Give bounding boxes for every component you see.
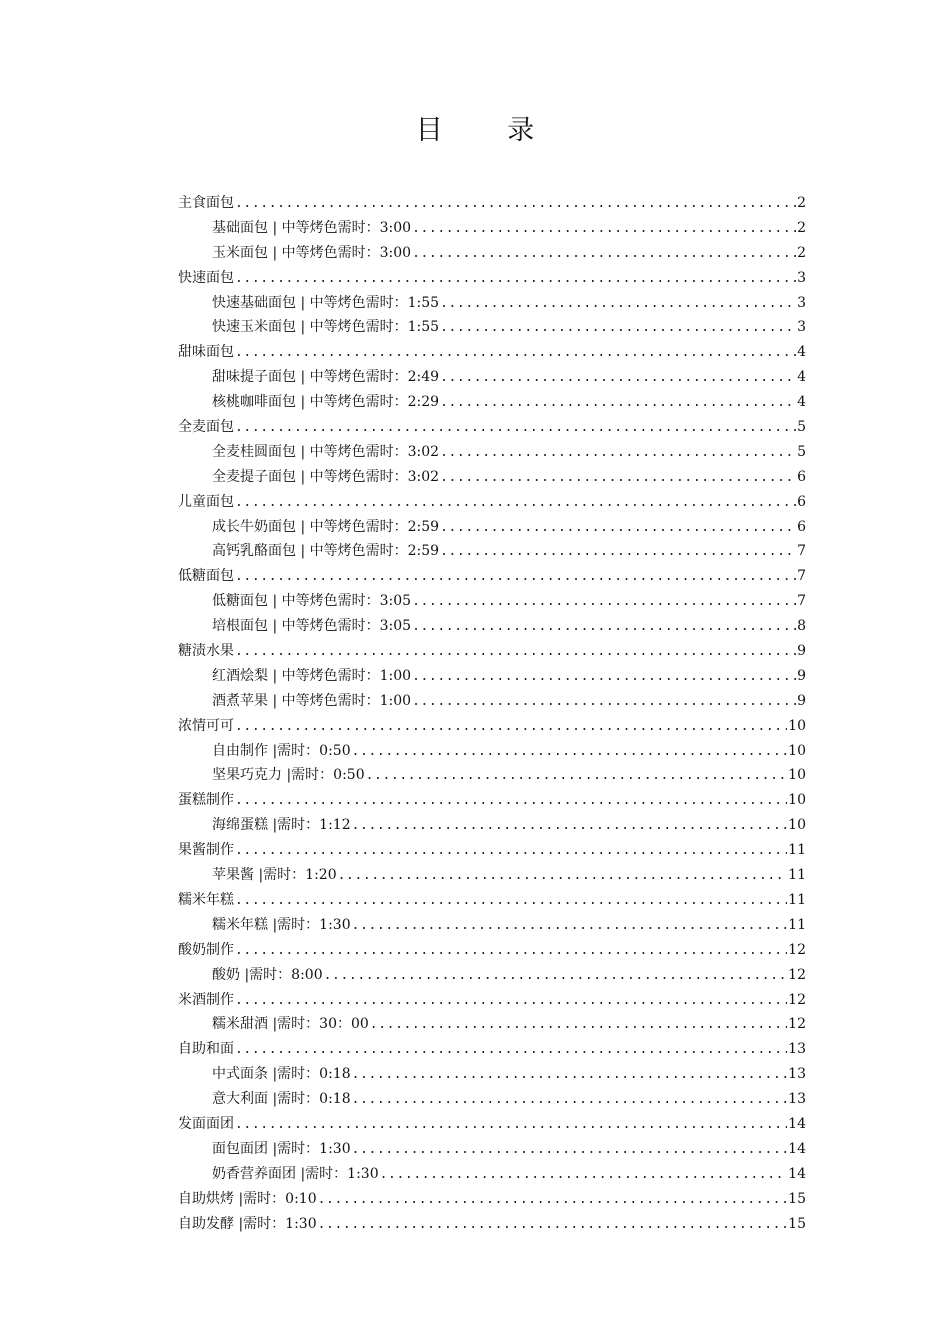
toc-entry-label: 米酒制作 — [178, 991, 234, 1008]
toc-subentry[interactable] — [178, 913, 806, 938]
toc-page-number: 6 — [797, 518, 806, 535]
toc-dot-leader — [235, 192, 796, 216]
toc-dot-leader — [412, 665, 796, 689]
toc-entry[interactable] — [178, 340, 806, 365]
toc-entry[interactable] — [178, 1187, 806, 1212]
toc-dot-leader — [440, 540, 796, 564]
toc-page-number: 3 — [797, 319, 806, 336]
toc-entry-label: 发面面团 — [178, 1115, 234, 1132]
toc-page-number: 13 — [788, 1091, 806, 1108]
toc-subentry[interactable] — [178, 1062, 806, 1087]
toc-entry-label: 酸奶制作 — [178, 941, 234, 958]
toc-entry-label: 果酱制作 — [178, 842, 234, 859]
toc-subentry[interactable] — [178, 315, 806, 340]
toc-entry-label: 快速面包 — [178, 269, 234, 286]
toc-entry-label: 奶香营养面团 |需时：1:30 — [212, 1165, 379, 1182]
toc-entry-label: 糯米年糕 |需时：1:30 — [212, 916, 351, 933]
toc-page-number: 10 — [788, 817, 806, 834]
toc-dot-leader — [440, 466, 796, 490]
toc-page-number: 7 — [797, 568, 806, 585]
toc-entry-label: 苹果酱 |需时：1:20 — [212, 867, 337, 884]
toc-page-number: 2 — [797, 195, 806, 211]
toc-entry-label: 糯米甜酒 |需时：30：00 — [212, 1016, 369, 1033]
toc-dot-leader — [235, 1038, 787, 1062]
toc-entry-label: 培根面包 | 中等烤色需时：3:05 — [212, 618, 412, 635]
toc-page-number: 12 — [788, 941, 806, 958]
toc-page-number: 2 — [797, 244, 806, 261]
toc-page-number: 11 — [788, 916, 806, 933]
toc-dot-leader — [352, 1138, 788, 1162]
toc-page-number: 14 — [788, 1140, 806, 1157]
toc-page-number: 4 — [797, 394, 806, 411]
toc-dot-leader — [440, 441, 796, 465]
toc-page-number: 9 — [797, 667, 806, 684]
toc-entry-label: 海绵蛋糕 |需时：1:12 — [212, 817, 351, 834]
toc-entry-label: 核桃咖啡面包 | 中等烤色需时：2:29 — [212, 394, 440, 411]
toc-page-number: 8 — [797, 618, 806, 635]
toc-entry-label: 糯米年糕 — [178, 891, 234, 908]
toc-entry[interactable] — [178, 1212, 806, 1237]
toc-dot-leader — [235, 789, 787, 813]
toc-page-number: 12 — [788, 966, 806, 983]
toc-entry-label: 蛋糕制作 — [178, 792, 234, 809]
toc-dot-leader — [412, 590, 796, 614]
toc-page-number: 12 — [788, 991, 806, 1008]
toc-entry-label: 全麦面包 — [178, 419, 234, 436]
toc-page-number: 11 — [788, 891, 806, 908]
toc-entry[interactable] — [178, 490, 806, 515]
toc-page-number: 10 — [788, 717, 806, 734]
toc-entry-label: 糖渍水果 — [178, 643, 234, 660]
toc-entry-label: 自助烘烤 |需时：0:10 — [178, 1190, 317, 1207]
toc-dot-leader — [235, 1113, 787, 1137]
toc-dot-leader — [440, 316, 796, 340]
toc-dot-leader — [440, 391, 796, 415]
toc-entry-label: 快速玉米面包 | 中等烤色需时：1:55 — [212, 319, 440, 336]
toc-dot-leader — [318, 1213, 788, 1237]
toc-page-number: 6 — [797, 468, 806, 485]
toc-dot-leader — [440, 292, 796, 316]
toc-dot-leader — [412, 615, 796, 639]
toc-dot-leader — [352, 1063, 788, 1087]
toc-dot-leader — [352, 814, 788, 838]
toc-entry[interactable] — [178, 938, 806, 963]
toc-entry-label: 玉米面包 | 中等烤色需时：3:00 — [212, 244, 412, 261]
toc-subentry[interactable] — [178, 763, 806, 788]
toc-entry[interactable] — [178, 191, 806, 216]
toc-dot-leader — [235, 267, 796, 291]
toc-entry[interactable] — [178, 714, 806, 739]
toc-subentry[interactable] — [178, 365, 806, 390]
toc-dot-leader — [370, 1013, 787, 1037]
toc-subentry[interactable] — [178, 241, 806, 266]
toc-page-number: 5 — [797, 443, 806, 460]
toc-page-number: 10 — [788, 742, 806, 759]
toc-dot-leader — [440, 516, 796, 540]
toc-dot-leader — [235, 715, 787, 739]
toc-page-number: 13 — [788, 1066, 806, 1083]
toc-subentry[interactable] — [178, 863, 806, 888]
toc-page-number: 10 — [788, 792, 806, 809]
toc-entry-label: 自助和面 — [178, 1041, 234, 1058]
toc-entry-label: 成长牛奶面包 | 中等烤色需时：2:59 — [212, 518, 440, 535]
toc-entry-label: 甜味提子面包 | 中等烤色需时：2:49 — [212, 369, 440, 386]
toc-subentry[interactable] — [178, 1137, 806, 1162]
toc-dot-leader — [235, 565, 796, 589]
toc-subentry[interactable] — [178, 1012, 806, 1037]
toc-entry[interactable] — [178, 564, 806, 589]
toc-page-number: 9 — [797, 692, 806, 709]
toc-subentry[interactable] — [178, 689, 806, 714]
toc-entry-label: 酸奶 |需时：8:00 — [212, 966, 323, 983]
toc-dot-leader — [235, 989, 787, 1013]
toc-entry-label: 坚果巧克力 |需时：0:50 — [212, 767, 365, 784]
toc-subentry[interactable] — [178, 216, 806, 241]
toc-dot-leader — [380, 1163, 788, 1187]
toc-entry[interactable] — [178, 988, 806, 1013]
toc-entry[interactable] — [178, 415, 806, 440]
toc-subentry[interactable] — [178, 440, 806, 465]
toc-entry-label: 意大利面 |需时：0:18 — [212, 1091, 351, 1108]
toc-page-number: 9 — [797, 643, 806, 660]
toc-page-number: 7 — [797, 593, 806, 610]
toc-subentry[interactable] — [178, 739, 806, 764]
toc-entry-label: 全麦桂圆面包 | 中等烤色需时：3:02 — [212, 443, 440, 460]
toc-entry-label: 自助发酵 |需时：1:30 — [178, 1215, 317, 1232]
toc-subentry[interactable] — [178, 539, 806, 564]
page-title: 目 录 — [415, 115, 563, 146]
toc-page-number: 4 — [797, 344, 806, 361]
toc-dot-leader — [235, 939, 787, 963]
toc-page-number: 14 — [788, 1115, 806, 1132]
toc-subentry[interactable] — [178, 1087, 806, 1112]
toc-subentry[interactable] — [178, 1162, 806, 1187]
toc-page-number: 3 — [797, 294, 806, 311]
toc-entry-label: 面包面团 |需时：1:30 — [212, 1140, 351, 1157]
toc-dot-leader — [324, 964, 788, 988]
toc-page-number: 15 — [788, 1190, 806, 1207]
toc-page-number: 4 — [797, 369, 806, 386]
toc-entry[interactable] — [178, 1037, 806, 1062]
toc-entry-label: 甜味面包 — [178, 344, 234, 361]
toc-page-number: 5 — [797, 419, 806, 436]
toc-dot-leader — [412, 242, 796, 266]
toc-entry-label: 中式面条 |需时：0:18 — [212, 1066, 351, 1083]
toc-dot-leader — [412, 690, 796, 714]
toc-entry-label: 酒煮苹果 | 中等烤色需时：1:00 — [212, 692, 412, 709]
toc-entry-label: 快速基础面包 | 中等烤色需时：1:55 — [212, 294, 440, 311]
toc-subentry[interactable] — [178, 614, 806, 639]
toc-page-number: 15 — [788, 1215, 806, 1232]
toc-dot-leader — [352, 1088, 788, 1112]
toc-page-number: 12 — [788, 1016, 806, 1033]
toc-dot-leader — [412, 217, 796, 241]
toc-dot-leader — [338, 864, 788, 888]
toc-dot-leader — [235, 889, 787, 913]
toc-dot-leader — [352, 740, 788, 764]
toc-dot-leader — [235, 491, 796, 515]
toc-entry-label: 低糖面包 | 中等烤色需时：3:05 — [212, 593, 412, 610]
toc-entry-label: 全麦提子面包 | 中等烤色需时：3:02 — [212, 468, 440, 485]
toc-entry-label: 低糖面包 — [178, 568, 234, 585]
toc-entry-label: 儿童面包 — [178, 493, 234, 510]
toc-entry-label: 高钙乳酪面包 | 中等烤色需时：2:59 — [212, 543, 440, 560]
toc-page-number: 10 — [788, 767, 806, 784]
toc-subentry[interactable] — [178, 515, 806, 540]
toc-subentry[interactable] — [178, 291, 806, 316]
toc-entry[interactable] — [178, 888, 806, 913]
toc-dot-leader — [366, 764, 788, 788]
toc-page-number: 3 — [797, 269, 806, 286]
toc-dot-leader — [318, 1188, 788, 1212]
toc-page-number: 11 — [788, 867, 806, 884]
toc-entry-label: 浓情可可 — [178, 717, 234, 734]
toc-page-number: 6 — [797, 493, 806, 510]
toc-subentry[interactable] — [178, 589, 806, 614]
toc-entry-label: 主食面包 — [178, 195, 234, 211]
table-of-contents — [178, 191, 806, 1236]
toc-subentry[interactable] — [178, 465, 806, 490]
toc-dot-leader — [235, 839, 787, 863]
toc-dot-leader — [235, 341, 796, 365]
toc-entry-label: 自由制作 |需时：0:50 — [212, 742, 351, 759]
toc-entry[interactable] — [178, 266, 806, 291]
toc-dot-leader — [352, 914, 788, 938]
toc-page-number: 14 — [788, 1165, 806, 1182]
toc-entry[interactable] — [178, 1112, 806, 1137]
toc-dot-leader — [235, 640, 796, 664]
toc-page-number: 13 — [788, 1041, 806, 1058]
toc-entry-label: 红酒烩梨 | 中等烤色需时：1:00 — [212, 667, 412, 684]
toc-dot-leader — [440, 366, 796, 390]
toc-page-number: 7 — [797, 543, 806, 560]
toc-page-number: 11 — [788, 842, 806, 859]
toc-entry[interactable] — [178, 838, 806, 863]
toc-subentry[interactable] — [178, 390, 806, 415]
toc-subentry[interactable] — [178, 664, 806, 689]
toc-entry[interactable] — [178, 788, 806, 813]
toc-subentry[interactable] — [178, 813, 806, 838]
toc-page-number: 2 — [797, 219, 806, 236]
toc-entry-label: 基础面包 | 中等烤色需时：3:00 — [212, 219, 412, 236]
toc-dot-leader — [235, 416, 796, 440]
toc-subentry[interactable] — [178, 963, 806, 988]
toc-entry[interactable] — [178, 639, 806, 664]
